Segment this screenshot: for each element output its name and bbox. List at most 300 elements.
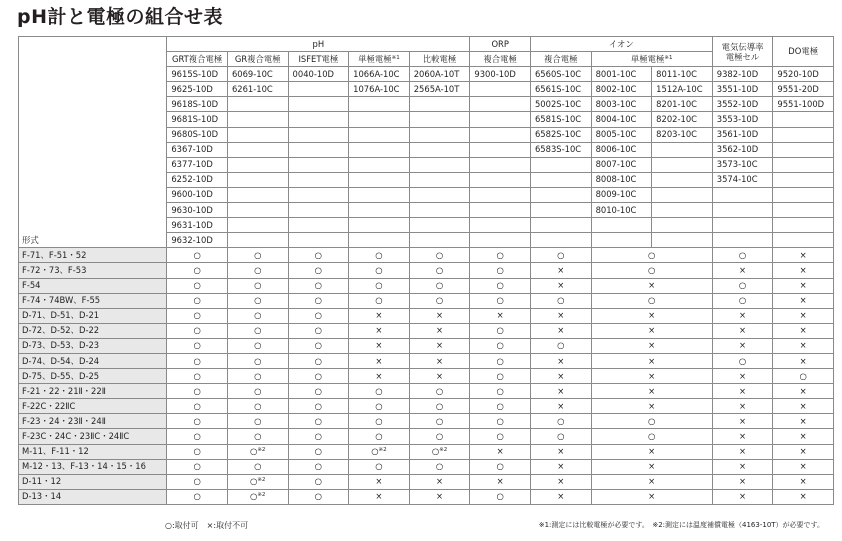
compat-cell: ○ xyxy=(349,384,410,399)
electrode-code-cell: 1512A-10C xyxy=(652,82,713,97)
sub-orp-combined: 複合電極 xyxy=(470,52,531,67)
electrode-code-cell xyxy=(349,233,410,248)
compat-cell: × xyxy=(773,384,834,399)
model-name: D-13・14 xyxy=(19,489,167,504)
electrode-code-cell xyxy=(349,142,410,157)
model-row xyxy=(19,474,834,489)
compat-cell: × xyxy=(773,459,834,474)
electrode-code-cell xyxy=(470,97,531,112)
note-mark-1: ※1 xyxy=(391,54,400,61)
electrode-code-cell: 5002S-10C xyxy=(530,97,591,112)
compat-cell: ○$^{※2}$ xyxy=(409,444,470,459)
electrode-code-cell: 1066A-10C xyxy=(349,67,410,82)
model-name: D-72、D-52、D-22 xyxy=(19,323,167,338)
electrode-code-cell xyxy=(591,218,652,233)
electrode-code-cell: 8001-10C xyxy=(591,67,652,82)
compat-cell: ○ xyxy=(167,399,228,414)
electrode-code-cell xyxy=(470,218,531,233)
compat-cell: ○ xyxy=(530,414,591,429)
sub-grt: GRT複合電極 xyxy=(167,52,228,67)
compat-cell: ○ xyxy=(227,399,288,414)
group-conductivity-line1: 電気伝導率 xyxy=(721,41,764,52)
compat-cell: ○ xyxy=(167,384,228,399)
sub-ion-single xyxy=(591,52,712,67)
model-label-cell xyxy=(19,142,167,157)
electrode-code-cell: 6561S-10C xyxy=(530,82,591,97)
compat-cell: × xyxy=(712,444,773,459)
electrode-code-cell xyxy=(227,97,288,112)
electrode-code-cell xyxy=(470,172,531,187)
compat-cell: × xyxy=(530,353,591,368)
model-row xyxy=(19,429,834,444)
compat-cell: × xyxy=(591,399,712,414)
electrode-code-cell xyxy=(652,157,713,172)
code-row xyxy=(19,82,834,97)
electrode-code-cell: 8006-10C xyxy=(591,142,652,157)
electrode-code-cell xyxy=(227,187,288,202)
electrode-code-cell: 6582S-10C xyxy=(530,127,591,142)
model-row xyxy=(19,399,834,414)
electrode-code-cell xyxy=(712,233,773,248)
compat-cell: × xyxy=(773,248,834,263)
compat-cell: × xyxy=(470,474,531,489)
code-row xyxy=(19,127,834,142)
compat-cell: ○ xyxy=(349,459,410,474)
compat-cell: × xyxy=(530,308,591,323)
compat-cell: ○ xyxy=(470,323,531,338)
compat-cell: ○ xyxy=(227,308,288,323)
code-row xyxy=(19,187,834,202)
compat-cell: ○ xyxy=(167,459,228,474)
electrode-code-cell: 3561-10D xyxy=(712,127,773,142)
compat-cell: ○ xyxy=(530,338,591,353)
electrode-code-cell xyxy=(470,127,531,142)
electrode-code-cell xyxy=(470,82,531,97)
compat-cell: × xyxy=(530,263,591,278)
compat-cell: ○ xyxy=(167,338,228,353)
compat-cell: ○ xyxy=(591,414,712,429)
electrode-code-cell: 6261-10C xyxy=(227,82,288,97)
compat-cell: × xyxy=(591,474,712,489)
sub-ion-combined: 複合電極 xyxy=(530,52,591,67)
code-row xyxy=(19,97,834,112)
electrode-code-cell: 9631-10D xyxy=(167,218,228,233)
electrode-code-cell xyxy=(409,142,470,157)
electrode-code-cell xyxy=(773,218,834,233)
electrode-code-cell xyxy=(712,218,773,233)
compat-cell: ○ xyxy=(773,369,834,384)
compat-cell: × xyxy=(591,489,712,504)
electrode-code-cell xyxy=(470,142,531,157)
compat-cell: ○ xyxy=(470,293,531,308)
compat-cell: ○ xyxy=(288,489,349,504)
compat-cell: ○ xyxy=(409,293,470,308)
compat-cell: × xyxy=(409,338,470,353)
sub-isfet: ISFET電極 xyxy=(288,52,349,67)
model-row xyxy=(19,353,834,368)
model-row xyxy=(19,338,834,353)
electrode-code-cell xyxy=(470,203,531,218)
electrode-code-cell xyxy=(652,233,713,248)
model-row xyxy=(19,459,834,474)
model-label-cell xyxy=(19,127,167,142)
electrode-code-cell: 8202-10C xyxy=(652,112,713,127)
electrode-code-cell: 3573-10C xyxy=(712,157,773,172)
compat-cell: ○ xyxy=(167,429,228,444)
compat-cell: ○ xyxy=(712,248,773,263)
electrode-code-cell xyxy=(227,218,288,233)
electrode-code-cell: 8008-10C xyxy=(591,172,652,187)
electrode-code-cell: 2060A-10T xyxy=(409,67,470,82)
compat-cell: × xyxy=(409,474,470,489)
electrode-code-cell xyxy=(227,127,288,142)
compat-cell: × xyxy=(409,353,470,368)
compat-cell: ○ xyxy=(288,293,349,308)
footnotes: ※1:測定には比較電極が必要です。 ※2:測定には温度補償電極（4163-10T）が必要です。 xyxy=(538,521,824,529)
electrode-code-cell xyxy=(530,233,591,248)
electrode-code-cell xyxy=(773,142,834,157)
compat-cell: × xyxy=(530,323,591,338)
compat-cell: × xyxy=(409,489,470,504)
compat-cell: ○ xyxy=(349,263,410,278)
electrode-code-cell xyxy=(773,203,834,218)
model-name: F-72・73、F-53 xyxy=(19,263,167,278)
code-row xyxy=(19,142,834,157)
electrode-code-cell xyxy=(530,187,591,202)
electrode-code-cell xyxy=(530,203,591,218)
compat-cell: ○ xyxy=(167,444,228,459)
electrode-code-cell: 8005-10C xyxy=(591,127,652,142)
compat-cell: ○ xyxy=(167,323,228,338)
compat-cell: ○ xyxy=(349,414,410,429)
compat-cell: × xyxy=(591,369,712,384)
electrode-code-cell xyxy=(591,233,652,248)
compat-cell: ○ xyxy=(470,369,531,384)
compat-cell: ○ xyxy=(227,323,288,338)
note-mark-1b: ※1 xyxy=(664,54,673,61)
group-ion: イオン xyxy=(530,37,712,52)
compat-cell: × xyxy=(530,399,591,414)
compat-cell: ○ xyxy=(288,444,349,459)
electrode-code-cell: 9632-10D xyxy=(167,233,228,248)
corner-cell xyxy=(19,37,167,67)
compat-cell: ○ xyxy=(167,278,228,293)
compat-cell: ○$^{※2}$ xyxy=(227,489,288,504)
compat-cell: ○ xyxy=(167,489,228,504)
compat-cell: × xyxy=(773,323,834,338)
compat-cell: ○ xyxy=(227,263,288,278)
electrode-code-cell xyxy=(470,112,531,127)
sub-ion-single-label: 単極電極 xyxy=(630,53,665,64)
compat-cell: ○ xyxy=(227,429,288,444)
note-mark-2: ※2 xyxy=(257,492,266,499)
compat-cell: ○$^{※2}$ xyxy=(227,474,288,489)
compat-cell: ○ xyxy=(470,353,531,368)
model-name: F-74・74BW、F-55 xyxy=(19,293,167,308)
model-name: F-23C・24C・23ⅡC・24ⅡC xyxy=(19,429,167,444)
compat-cell: ○ xyxy=(470,338,531,353)
compat-cell: ○ xyxy=(470,263,531,278)
electrode-code-cell: 3562-10D xyxy=(712,142,773,157)
page-title: pH計と電極の組合せ表 xyxy=(17,6,224,28)
electrode-code-cell xyxy=(530,172,591,187)
compat-cell: ○ xyxy=(591,429,712,444)
compat-cell: × xyxy=(712,263,773,278)
electrode-code-cell: 9520-10D xyxy=(773,67,834,82)
compat-cell: ○ xyxy=(409,248,470,263)
code-row xyxy=(19,233,834,248)
electrode-code-cell: 8007-10C xyxy=(591,157,652,172)
compat-cell: × xyxy=(349,323,410,338)
electrode-code-cell xyxy=(349,218,410,233)
electrode-code-cell xyxy=(288,157,349,172)
compat-cell: × xyxy=(470,444,531,459)
compat-cell: ○ xyxy=(409,429,470,444)
model-row xyxy=(19,278,834,293)
electrode-code-cell: 6069-10C xyxy=(227,67,288,82)
compat-cell: × xyxy=(530,369,591,384)
electrode-code-cell xyxy=(349,97,410,112)
sub-single-ph xyxy=(349,52,410,67)
compat-cell: × xyxy=(712,474,773,489)
compat-cell: ○ xyxy=(227,338,288,353)
electrode-code-cell xyxy=(349,172,410,187)
electrode-code-cell xyxy=(409,203,470,218)
model-label-cell xyxy=(19,172,167,187)
compat-cell: ○ xyxy=(288,353,349,368)
compat-cell: ○ xyxy=(349,278,410,293)
compat-cell: ○ xyxy=(227,248,288,263)
group-do: DO電極 xyxy=(773,37,834,67)
model-row xyxy=(19,489,834,504)
electrode-code-cell xyxy=(470,157,531,172)
electrode-code-cell xyxy=(288,112,349,127)
compat-cell: × xyxy=(409,308,470,323)
electrode-code-cell xyxy=(409,218,470,233)
electrode-code-cell xyxy=(227,233,288,248)
electrode-code-cell xyxy=(349,187,410,202)
compat-cell: × xyxy=(591,384,712,399)
compat-cell: × xyxy=(591,323,712,338)
compat-cell: ○ xyxy=(349,429,410,444)
electrode-code-cell xyxy=(409,97,470,112)
model-row xyxy=(19,248,834,263)
electrode-code-cell xyxy=(288,218,349,233)
compat-cell: × xyxy=(712,369,773,384)
electrode-code-cell: 1076A-10C xyxy=(349,82,410,97)
compat-cell: × xyxy=(349,474,410,489)
compat-cell: ○ xyxy=(288,338,349,353)
compat-cell: × xyxy=(591,338,712,353)
compat-cell: ○ xyxy=(470,414,531,429)
electrode-code-cell: 6252-10D xyxy=(167,172,228,187)
compat-cell: × xyxy=(712,399,773,414)
compat-cell: × xyxy=(773,308,834,323)
electrode-code-cell xyxy=(227,203,288,218)
electrode-code-cell: 3551-10D xyxy=(712,82,773,97)
compat-cell: ○ xyxy=(288,278,349,293)
electrode-code-cell xyxy=(288,172,349,187)
compat-cell: ○ xyxy=(227,369,288,384)
compat-cell: × xyxy=(409,323,470,338)
compat-cell: × xyxy=(712,459,773,474)
compat-cell: × xyxy=(773,414,834,429)
electrode-code-cell: 6560S-10C xyxy=(530,67,591,82)
electrode-code-cell: 9300-10D xyxy=(470,67,531,82)
compat-cell: × xyxy=(409,369,470,384)
electrode-code-cell: 3552-10D xyxy=(712,97,773,112)
compat-cell: × xyxy=(530,459,591,474)
electrode-code-cell xyxy=(409,157,470,172)
electrode-code-cell xyxy=(712,187,773,202)
electrode-code-cell: 9680S-10D xyxy=(167,127,228,142)
compat-cell: × xyxy=(712,414,773,429)
model-row xyxy=(19,323,834,338)
compat-cell: × xyxy=(591,308,712,323)
compat-cell: ○ xyxy=(349,248,410,263)
group-header-row xyxy=(19,37,834,52)
model-name: F-22C・22ⅡC xyxy=(19,399,167,414)
electrode-code-cell: 6583S-10C xyxy=(530,142,591,157)
compat-cell: ○ xyxy=(712,353,773,368)
electrode-code-cell: 9630-10D xyxy=(167,203,228,218)
electrode-code-cell: 9600-10D xyxy=(167,187,228,202)
electrode-code-cell: 0040-10D xyxy=(288,67,349,82)
compat-cell: ○ xyxy=(530,429,591,444)
compat-cell: ○ xyxy=(591,263,712,278)
group-conductivity-line2: 電極セル xyxy=(725,51,760,62)
compat-cell: × xyxy=(591,278,712,293)
model-name: M-11、F-11・12 xyxy=(19,444,167,459)
compat-cell: ○ xyxy=(470,399,531,414)
compat-cell: ○ xyxy=(470,278,531,293)
model-label-cell: 形式 xyxy=(19,233,167,248)
compat-cell: ○ xyxy=(530,248,591,263)
electrode-code-cell: 9615S-10D xyxy=(167,67,228,82)
compat-cell: × xyxy=(773,429,834,444)
model-name: F-23・24・23Ⅱ・24Ⅱ xyxy=(19,414,167,429)
compat-cell: × xyxy=(349,308,410,323)
code-row xyxy=(19,157,834,172)
electrode-code-cell xyxy=(470,233,531,248)
electrode-code-cell xyxy=(288,127,349,142)
compat-cell: × xyxy=(712,308,773,323)
model-label-cell xyxy=(19,97,167,112)
electrode-code-cell xyxy=(773,233,834,248)
compat-cell: × xyxy=(773,353,834,368)
group-conductivity xyxy=(712,37,773,67)
compat-cell: ○ xyxy=(227,459,288,474)
compat-cell: × xyxy=(773,278,834,293)
compat-cell: × xyxy=(591,459,712,474)
model-row xyxy=(19,444,834,459)
compat-cell: ○ xyxy=(288,323,349,338)
electrode-code-cell: 9618S-10D xyxy=(167,97,228,112)
electrode-code-cell xyxy=(409,172,470,187)
model-label-cell xyxy=(19,67,167,82)
compat-cell: ○ xyxy=(409,384,470,399)
compat-cell: × xyxy=(530,384,591,399)
compat-cell: ○$^{※2}$ xyxy=(349,444,410,459)
compat-cell: × xyxy=(530,444,591,459)
group-ph: pH xyxy=(167,37,470,52)
compat-cell: ○ xyxy=(227,414,288,429)
compat-cell: × xyxy=(712,338,773,353)
electrode-code-cell xyxy=(409,127,470,142)
electrode-code-cell xyxy=(652,203,713,218)
compat-cell: ○ xyxy=(167,248,228,263)
model-label-cell xyxy=(19,218,167,233)
note-mark-2: ※2 xyxy=(257,477,266,484)
sub-gr: GR複合電極 xyxy=(227,52,288,67)
code-row xyxy=(19,203,834,218)
electrode-code-cell xyxy=(288,187,349,202)
compat-cell: ○ xyxy=(167,263,228,278)
combination-table xyxy=(18,36,834,505)
compat-cell: × xyxy=(712,429,773,444)
compat-cell: ○ xyxy=(288,459,349,474)
code-row xyxy=(19,67,834,82)
compat-cell: ○ xyxy=(288,384,349,399)
model-row xyxy=(19,293,834,308)
compat-cell: × xyxy=(349,338,410,353)
code-row xyxy=(19,172,834,187)
electrode-code-cell xyxy=(288,142,349,157)
electrode-code-cell: 9382-10D xyxy=(712,67,773,82)
compat-cell: × xyxy=(773,444,834,459)
electrode-code-cell xyxy=(530,157,591,172)
model-label-cell xyxy=(19,187,167,202)
compat-cell: ○ xyxy=(167,308,228,323)
compat-cell: × xyxy=(712,323,773,338)
compat-cell: ○ xyxy=(288,263,349,278)
model-label-cell xyxy=(19,82,167,97)
compat-cell: ○ xyxy=(288,399,349,414)
compat-cell: ○ xyxy=(167,369,228,384)
electrode-code-cell xyxy=(227,157,288,172)
electrode-code-cell: 9551-20D xyxy=(773,82,834,97)
model-name: F-71、F-51・52 xyxy=(19,248,167,263)
electrode-code-cell xyxy=(227,172,288,187)
electrode-code-cell xyxy=(530,218,591,233)
compat-cell: × xyxy=(591,353,712,368)
electrode-code-cell: 8011-10C xyxy=(652,67,713,82)
compat-cell: × xyxy=(773,293,834,308)
compat-cell: ○ xyxy=(591,248,712,263)
model-name: M-12・13、F-13・14・15・16 xyxy=(19,459,167,474)
sub-single-ph-label: 単極電極 xyxy=(358,53,392,64)
compat-cell: ○ xyxy=(409,263,470,278)
electrode-code-cell xyxy=(773,187,834,202)
electrode-code-cell xyxy=(773,157,834,172)
electrode-code-cell: 3574-10C xyxy=(712,172,773,187)
compat-cell: × xyxy=(530,474,591,489)
compat-cell: ○ xyxy=(288,414,349,429)
electrode-code-cell xyxy=(349,157,410,172)
code-row xyxy=(19,112,834,127)
compat-cell: ○ xyxy=(409,278,470,293)
electrode-code-cell xyxy=(470,187,531,202)
model-name: D-73、D-53、D-23 xyxy=(19,338,167,353)
electrode-code-cell xyxy=(773,112,834,127)
compat-cell: ○ xyxy=(470,248,531,263)
compat-cell: ○$^{※2}$ xyxy=(227,444,288,459)
compat-cell: × xyxy=(349,489,410,504)
model-row xyxy=(19,263,834,278)
electrode-code-cell xyxy=(712,203,773,218)
compat-cell: ○ xyxy=(167,353,228,368)
compat-cell: ○ xyxy=(409,399,470,414)
